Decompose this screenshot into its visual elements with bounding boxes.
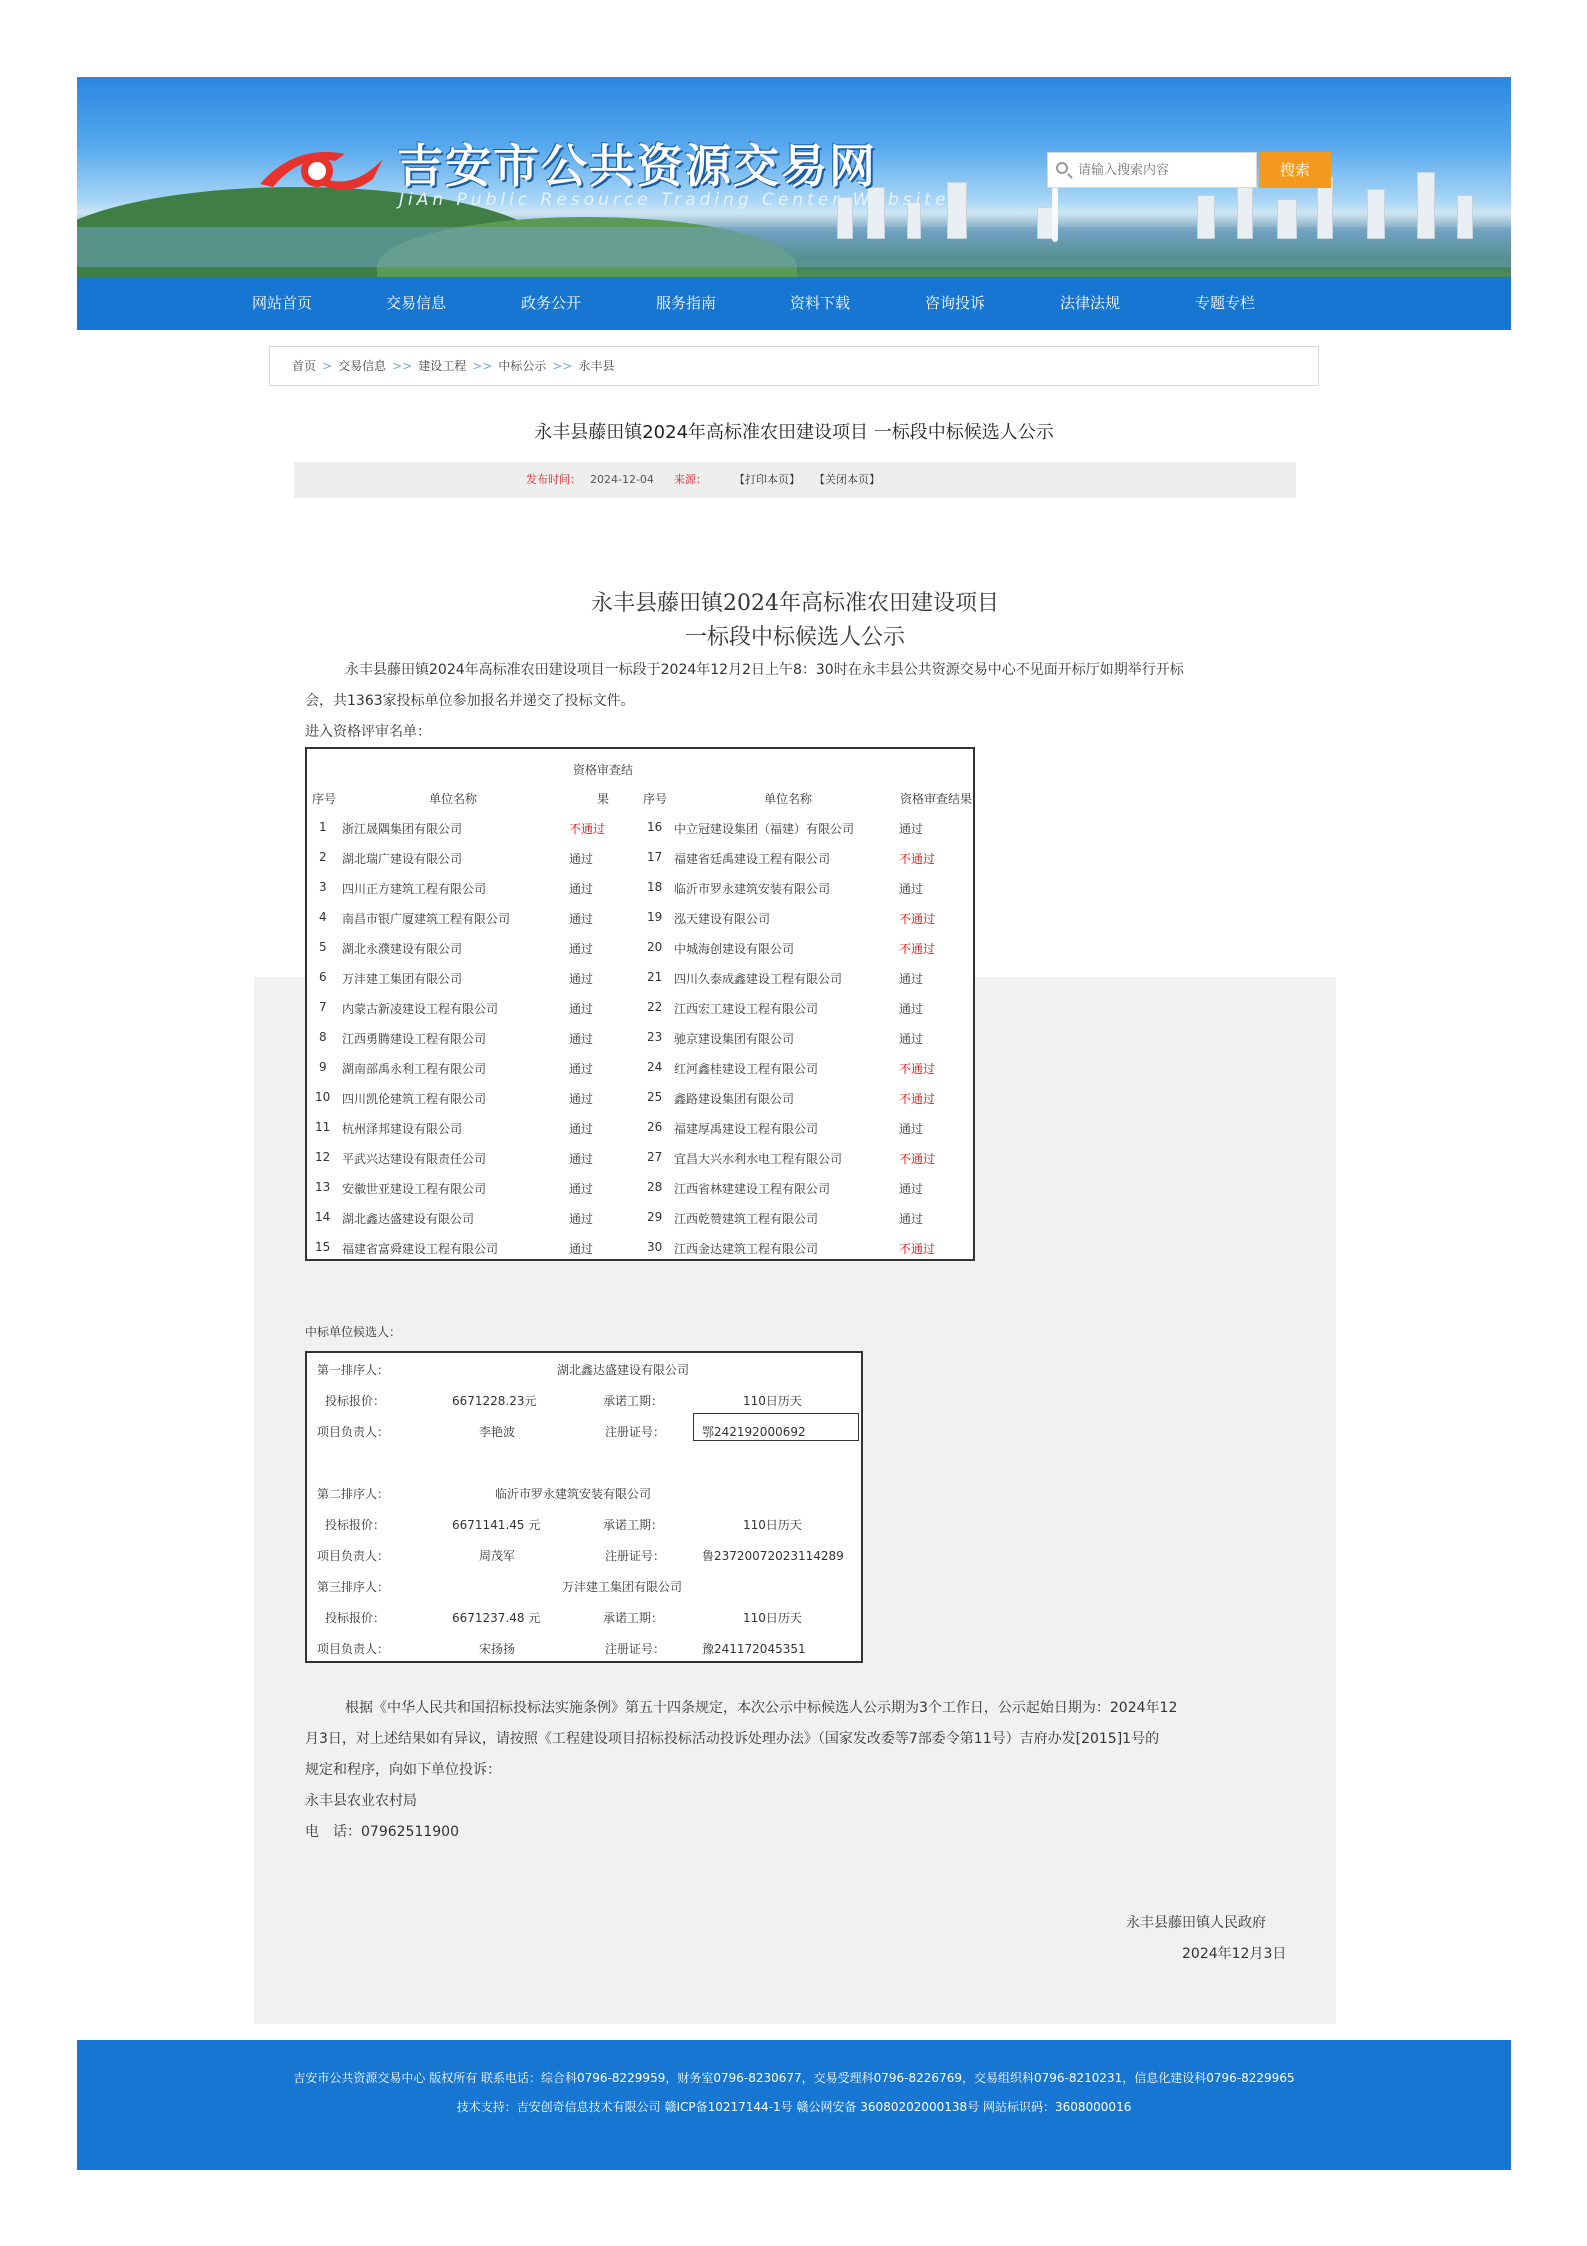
bid-price: 6671228.23元 (452, 1394, 537, 1408)
breadcrumb-trading-info[interactable]: 交易信息 (338, 359, 387, 373)
candidate-company: 万沣建工集团有限公司 (562, 1580, 683, 1594)
closing-line1: 根据《中华人民共和国招标投标法实施条例》第五十四条规定，本次公示中标候选人公示期为3个工作日，公示起始日期为：2024年12 (345, 1700, 1178, 1716)
row-no: 9 (319, 1060, 327, 1074)
source-label: 来源： (674, 473, 707, 486)
nav-item-home[interactable]: 网站首页 (251, 294, 312, 312)
article-meta-bar (294, 462, 1296, 498)
row-no: 5 (319, 940, 327, 954)
row-no: 17 (647, 850, 663, 864)
row-no: 2 (319, 850, 327, 864)
cert-label: 注册证号： (605, 1425, 666, 1439)
logo-icon (255, 139, 385, 199)
breadcrumb-home[interactable]: 首页 (292, 359, 317, 373)
manager-label: 项目负责人： (317, 1549, 390, 1563)
row-no: 20 (647, 940, 663, 954)
cert-number: 鄂242192000692 (702, 1425, 806, 1439)
row-result: 通过 (569, 1092, 594, 1106)
row-company-name: 四川正方建筑工程有限公司 (342, 882, 487, 896)
row-result: 通过 (899, 1002, 924, 1016)
row-company-name: 四川凯伦建筑工程有限公司 (342, 1092, 487, 1106)
candidate-company: 临沂市罗永建筑安装有限公司 (495, 1487, 652, 1501)
publish-label: 发布时间： (526, 473, 581, 486)
row-no: 10 (315, 1090, 331, 1104)
row-result: 通过 (569, 852, 594, 866)
row-no: 22 (647, 1000, 663, 1014)
row-company-name: 江西宏工建设工程有限公司 (674, 1002, 819, 1016)
row-result: 通过 (899, 1212, 924, 1226)
nav-item-complaints[interactable]: 咨询投诉 (924, 294, 985, 312)
intro-line2: 会，共1363家投标单位参加报名并递交了投标文件。 (305, 693, 635, 709)
row-company-name: 杭州泽邦建设有限公司 (342, 1122, 463, 1136)
period-value: 110日历天 (743, 1611, 802, 1625)
candidate-rank-label: 第二排序人： (317, 1487, 390, 1501)
phone-label: 电 话： (305, 1824, 361, 1840)
row-company-name: 福建省富舜建设工程有限公司 (342, 1242, 499, 1256)
row-company-name: 四川久泰成鑫建设工程有限公司 (674, 972, 843, 986)
row-no: 1 (319, 820, 327, 834)
period-label: 承诺工期： (603, 1394, 664, 1408)
row-result: 通过 (899, 1032, 924, 1046)
row-result: 通过 (899, 882, 924, 896)
row-company-name: 湖北瑞广建设有限公司 (342, 852, 463, 866)
footer-support: 技术支持：吉安创奇信息技术有限公司 赣ICP备10217144-1号 赣公网安备 36080202000138号 网站标识码：3608000016 (456, 2100, 1132, 2114)
row-company-name: 南昌市银广厦建筑工程有限公司 (342, 912, 511, 926)
row-no: 7 (319, 1000, 327, 1014)
row-result: 通过 (569, 972, 594, 986)
col-header-no: 序号 (312, 792, 337, 806)
nav-item-service-guide[interactable]: 服务指南 (655, 294, 716, 312)
row-no: 24 (647, 1060, 663, 1074)
nav-item-downloads[interactable]: 资料下载 (789, 294, 850, 312)
row-result: 通过 (899, 1182, 924, 1196)
row-result: 通过 (899, 972, 924, 986)
main-nav (77, 277, 1511, 330)
row-result: 不通过 (899, 942, 936, 956)
row-no: 29 (647, 1210, 663, 1224)
print-link[interactable]: 【打印本页】 (734, 473, 800, 486)
bid-price: 6671237.48 元 (452, 1611, 541, 1625)
row-no: 25 (647, 1090, 663, 1104)
closing-line2: 月3日，对上述结果如有异议，请按照《工程建设项目招标投标活动投诉处理办法》（国家发改委等7部委令第11号）吉府办发[2015]1号的 (305, 1731, 1160, 1747)
manager-name: 周茂军 (479, 1549, 516, 1563)
signature-org: 永丰县藤田镇人民政府 (1126, 1915, 1266, 1931)
breadcrumb (269, 346, 1319, 386)
row-company-name: 中立冠建设集团（福建）有限公司 (674, 822, 855, 836)
col-header-result-right: 资格审查结果 (900, 792, 973, 806)
row-no: 18 (647, 880, 663, 894)
period-value: 110日历天 (743, 1394, 802, 1408)
phone-number: 07962511900 (361, 1824, 459, 1840)
row-result: 通过 (569, 882, 594, 896)
row-company-name: 临沂市罗永建筑安装有限公司 (674, 882, 831, 896)
closing-line3: 规定和程序，向如下单位投诉： (305, 1762, 501, 1778)
row-no: 15 (315, 1240, 331, 1254)
row-company-name: 红河鑫桂建设工程有限公司 (674, 1062, 819, 1076)
row-company-name: 驰京建设集团有限公司 (674, 1032, 795, 1046)
row-result: 不通过 (899, 1152, 936, 1166)
row-company-name: 内蒙古新凌建设工程有限公司 (342, 1002, 499, 1016)
row-company-name: 湖南部禹永利工程有限公司 (342, 1062, 487, 1076)
review-list-label: 进入资格评审名单： (305, 724, 431, 740)
row-result: 通过 (569, 1122, 594, 1136)
row-no: 12 (315, 1150, 331, 1164)
table-group-header: 资格审查结 (573, 763, 634, 777)
search-button[interactable]: 搜索 (1259, 152, 1331, 188)
cert-highlight-box (693, 1413, 859, 1441)
row-no: 8 (319, 1030, 327, 1044)
complaint-unit: 永丰县农业农村局 (305, 1793, 417, 1809)
row-result: 不通过 (899, 1062, 936, 1076)
row-no: 11 (315, 1120, 331, 1134)
close-link[interactable]: 【关闭本页】 (814, 473, 880, 486)
search-input[interactable] (1074, 153, 1252, 187)
row-company-name: 湖北鑫达盛建设有限公司 (342, 1212, 475, 1226)
double-chevron-icon: >> (392, 359, 413, 373)
article-title: 永丰县藤田镇2024年高标准农田建设项目 一标段中标候选人公示 (534, 422, 1054, 443)
manager-name: 李艳波 (479, 1425, 516, 1439)
row-company-name: 湖北永濮建设有限公司 (342, 942, 463, 956)
search-icon (1056, 162, 1068, 174)
double-chevron-icon: >> (472, 359, 493, 373)
row-result: 通过 (569, 1002, 594, 1016)
publish-date: 2024-12-04 (590, 473, 654, 486)
row-company-name: 江西勇腾建设工程有限公司 (342, 1032, 487, 1046)
row-no: 16 (647, 820, 663, 834)
footer (77, 2040, 1511, 2170)
candidates-box (305, 1351, 863, 1663)
search-box (1047, 152, 1257, 188)
site-subtitle: JiAn Public Resource Trading Center Website (399, 190, 950, 210)
row-company-name: 福建厚禹建设工程有限公司 (674, 1122, 819, 1136)
period-label: 承诺工期： (603, 1518, 664, 1532)
row-no: 6 (319, 970, 327, 984)
row-company-name: 泓天建设有限公司 (674, 912, 771, 926)
footer-contact: 吉安市公共资源交易中心 版权所有 联系电话：综合科0796-8229959，财务室0796-8230677，交易受理科0796-8226769，交易组织科0796-8210231，信息化建设科0796-8229965 (293, 2071, 1295, 2085)
row-result: 不通过 (899, 1092, 936, 1106)
col-header-result: 果 (597, 792, 610, 806)
row-result: 通过 (569, 942, 594, 956)
row-company-name: 福建省廷禹建设工程有限公司 (674, 852, 831, 866)
intro-line1: 永丰县藤田镇2024年高标准农田建设项目一标段于2024年12月2日上午8：30时在永丰县公共资源交易中心不见面开标厅如期举行开标 (345, 662, 1184, 678)
period-value: 110日历天 (743, 1518, 802, 1532)
nav-item-laws[interactable]: 法律法规 (1059, 294, 1120, 312)
row-result: 通过 (569, 1182, 594, 1196)
row-result: 通过 (569, 1212, 594, 1226)
document-title-line1: 永丰县藤田镇2024年高标准农田建设项目 (591, 591, 999, 616)
cert-number: 豫241172045351 (702, 1642, 806, 1656)
row-no: 21 (647, 970, 663, 984)
cert-number: 鲁237200720231142​89 (702, 1549, 844, 1563)
document-title-line2: 一标段中标候选人公示 (684, 625, 905, 650)
row-company-name: 宜昌大兴水利水电工程有限公司 (674, 1152, 843, 1166)
phone-line (305, 1817, 459, 1847)
bid-label: 投标报价： (325, 1611, 386, 1625)
row-result: 通过 (569, 1152, 594, 1166)
row-no: 4 (319, 910, 327, 924)
breadcrumb-construction[interactable]: 建设工程 (418, 359, 467, 373)
row-result: 通过 (569, 1062, 594, 1076)
signature-date: 2024年12月3日 (1182, 1946, 1287, 1962)
row-result: 通过 (569, 1242, 594, 1256)
col-header-no-right: 序号 (643, 792, 668, 806)
manager-name: 宋扬扬 (479, 1642, 516, 1656)
row-result: 通过 (899, 822, 924, 836)
row-no: 27 (647, 1150, 663, 1164)
row-company-name: 平武兴达建设有限责任公司 (342, 1152, 487, 1166)
qualification-table (305, 747, 975, 1261)
candidate-company: 湖北鑫达盛建设有限公司 (557, 1363, 690, 1377)
cert-label: 注册证号： (605, 1549, 666, 1563)
col-header-name-right: 单位名称 (764, 792, 813, 806)
header-banner (77, 77, 1511, 277)
nav-item-trading-info[interactable]: 交易信息 (385, 294, 446, 312)
period-label: 承诺工期： (603, 1611, 664, 1625)
manager-label: 项目负责人： (317, 1642, 390, 1656)
candidates-label: 中标单位候选人： (305, 1325, 402, 1339)
row-no: 26 (647, 1120, 663, 1134)
row-result: 通过 (569, 912, 594, 926)
bid-label: 投标报价： (325, 1394, 386, 1408)
nav-item-gov-affairs[interactable]: 政务公开 (520, 294, 581, 312)
row-no: 30 (647, 1240, 663, 1254)
row-company-name: 江西金达建筑工程有限公司 (674, 1242, 819, 1256)
double-chevron-icon: >> (552, 359, 573, 373)
row-company-name: 江西省林建建设工程有限公司 (674, 1182, 831, 1196)
row-company-name: 万沣建工集团有限公司 (342, 972, 463, 986)
chevron-right-icon: > (322, 359, 333, 373)
cert-label: 注册证号： (605, 1642, 666, 1656)
row-result: 通过 (569, 1032, 594, 1046)
row-no: 23 (647, 1030, 663, 1044)
row-company-name: 安徽世亚建设工程有限公司 (342, 1182, 487, 1196)
row-company-name: 鑫路建设集团有限公司 (674, 1092, 795, 1106)
nav-item-topics[interactable]: 专题专栏 (1194, 294, 1255, 312)
manager-label: 项目负责人： (317, 1425, 390, 1439)
row-company-name: 中城海创建设有限公司 (674, 942, 795, 956)
row-result: 通过 (899, 1122, 924, 1136)
row-no: 3 (319, 880, 327, 894)
site-title: 吉安市公共资源交易网 (397, 139, 877, 193)
candidate-rank-label: 第一排序人： (317, 1363, 390, 1377)
row-no: 14 (315, 1210, 331, 1224)
candidate-rank-label: 第三排序人： (317, 1580, 390, 1594)
row-result: 不通过 (899, 1242, 936, 1256)
bid-price: 6671141.45 元 (452, 1518, 541, 1532)
row-no: 19 (647, 910, 663, 924)
row-result: 不通过 (899, 912, 936, 926)
row-company-name: 江西乾赞建筑工程有限公司 (674, 1212, 819, 1226)
row-result: 不通过 (569, 822, 606, 836)
row-no: 13 (315, 1180, 331, 1194)
bid-label: 投标报价： (325, 1518, 386, 1532)
breadcrumb-yongfeng[interactable]: 永丰县 (578, 359, 615, 373)
row-company-name: 浙江晟隅集团有限公司 (342, 822, 463, 836)
row-no: 28 (647, 1180, 663, 1194)
breadcrumb-award-notice[interactable]: 中标公示 (498, 359, 547, 373)
row-result: 不通过 (899, 852, 936, 866)
col-header-name: 单位名称 (429, 792, 478, 806)
